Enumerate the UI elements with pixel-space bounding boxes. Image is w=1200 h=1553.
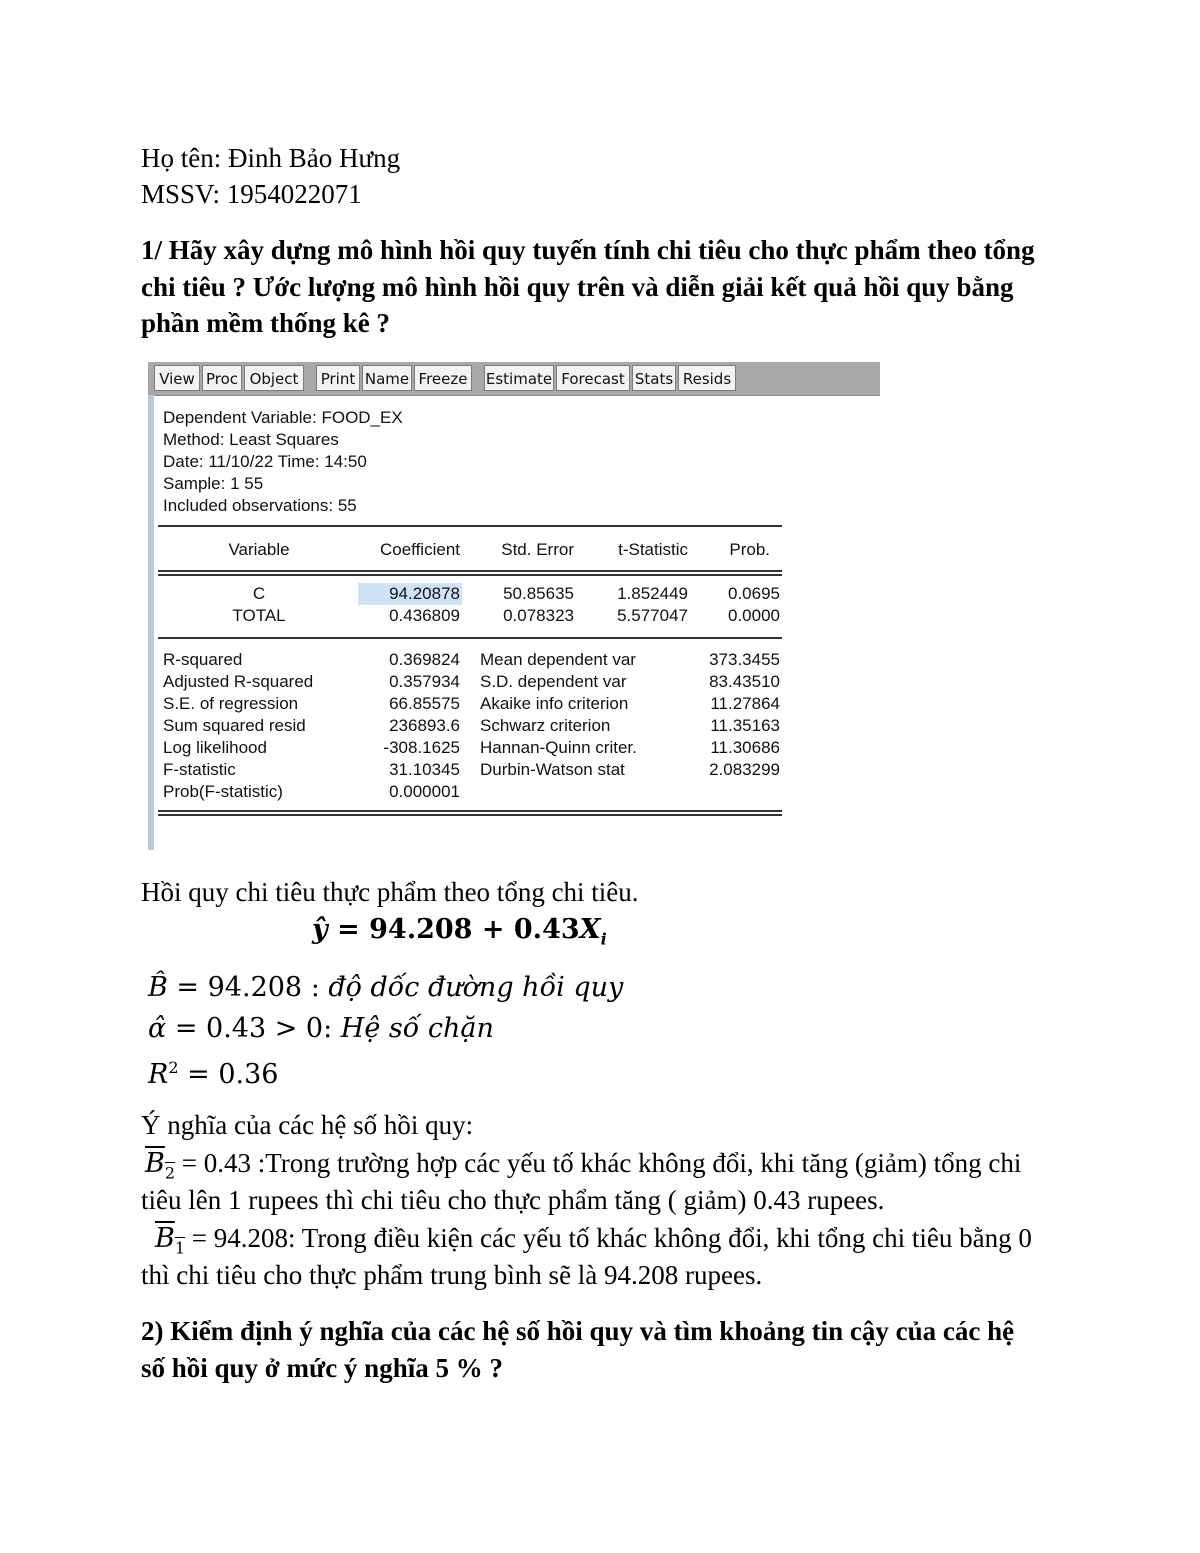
row-total-t-statistic: 5.577047 bbox=[617, 606, 688, 625]
window-left-border bbox=[148, 395, 154, 850]
stat-label: F-statistic bbox=[163, 760, 236, 779]
print-button[interactable]: Print bbox=[316, 365, 360, 391]
stat-value: 66.85575 bbox=[389, 694, 460, 713]
row-c-prob: 0.0695 bbox=[728, 584, 780, 603]
row-c-std-error: 50.85635 bbox=[503, 584, 574, 603]
stat-value: 373.3455 bbox=[709, 650, 780, 669]
proc-button[interactable]: Proc bbox=[202, 365, 242, 391]
forecast-button[interactable]: Forecast bbox=[556, 365, 630, 391]
question1-line2: chi tiêu ? Ước lượng mô hình hồi quy trên và diễn giải kết quả hồi quy bằng bbox=[141, 272, 1014, 302]
meaning-title: Ý nghĩa của các hệ số hồi quy: bbox=[141, 1110, 474, 1140]
col-header-coefficient: Coefficient bbox=[379, 540, 460, 559]
stat-value: 0.369824 bbox=[389, 650, 460, 669]
equation-rhs: = 94.208 + 0.43 bbox=[327, 914, 580, 945]
stat-value: 2.083299 bbox=[709, 760, 780, 779]
col-header-t-statistic: t-Statistic bbox=[618, 540, 688, 559]
stat-value: 0.357934 bbox=[389, 672, 460, 691]
question2-line2: số hồi quy ở mức ý nghĩa 5 % ? bbox=[141, 1353, 503, 1383]
col-header-prob: Prob. bbox=[729, 540, 770, 559]
r-squared-value: = 0.36 bbox=[178, 1059, 279, 1090]
view-button[interactable]: View bbox=[154, 365, 200, 391]
name-button[interactable]: Name bbox=[362, 365, 412, 391]
row-c-variable: C bbox=[252, 584, 266, 603]
b1-symbol: $\overline{B}$ bbox=[155, 1223, 175, 1254]
method: Method: Least Squares bbox=[163, 430, 339, 449]
divider bbox=[158, 525, 782, 527]
divider bbox=[158, 570, 782, 572]
b2-meaning-cont: tiêu lên 1 rupees thì chi tiêu cho thực phẩm tăng ( giảm) 0.43 rupees. bbox=[141, 1185, 885, 1215]
stat-label: Mean dependent var bbox=[480, 650, 636, 669]
alpha-hat-symbol: α̂ bbox=[148, 1013, 167, 1044]
stat-value: 83.43510 bbox=[709, 672, 780, 691]
row-c-t-statistic: 1.852449 bbox=[617, 584, 688, 603]
r-squared-line bbox=[148, 1050, 278, 1093]
divider bbox=[158, 637, 782, 639]
stat-label: S.E. of regression bbox=[163, 694, 299, 713]
col-header-variable: Variable bbox=[228, 540, 290, 559]
stat-value: 31.10345 bbox=[389, 760, 460, 779]
divider bbox=[158, 574, 782, 576]
b-value: = 94.208 : bbox=[167, 972, 329, 1003]
alpha-description: Hệ số chặn bbox=[340, 1013, 494, 1044]
sample: Sample: 1 55 bbox=[163, 474, 264, 493]
b2-text: = 0.43 :Trong trường hợp các yếu tố khác không đổi, khi tăng (giảm) tổng chi bbox=[175, 1148, 1022, 1178]
row-total-std-error: 0.078323 bbox=[503, 606, 574, 625]
b-hat-symbol: B̂ bbox=[148, 972, 168, 1003]
row-total-prob: 0.0000 bbox=[728, 606, 780, 625]
stat-value: -308.1625 bbox=[383, 738, 460, 757]
b2-subscript: 2 bbox=[164, 1163, 176, 1183]
object-button[interactable]: Object bbox=[244, 365, 304, 391]
stat-label: Schwarz criterion bbox=[480, 716, 611, 735]
eviews-toolbar bbox=[148, 362, 880, 396]
y-hat-symbol: ŷ bbox=[312, 914, 328, 945]
regression-equation bbox=[312, 912, 607, 957]
stat-value: 0.000001 bbox=[389, 782, 460, 801]
r-symbol: R bbox=[148, 1059, 169, 1090]
row-total-variable: TOTAL bbox=[232, 606, 286, 625]
stat-value: 11.35163 bbox=[710, 716, 780, 735]
estimate-button[interactable]: Estimate bbox=[484, 365, 554, 391]
b1-meaning-cont: thì chi tiêu cho thực phẩm trung bình sẽ là 94.208 rupees. bbox=[141, 1260, 763, 1290]
dependent-variable: Dependent Variable: FOOD_EX bbox=[163, 408, 403, 427]
divider bbox=[158, 810, 782, 812]
stat-value: 11.30686 bbox=[710, 738, 780, 757]
slope-line bbox=[148, 970, 623, 1006]
stat-label: S.D. dependent var bbox=[480, 672, 627, 691]
b1-subscript: 1 bbox=[174, 1238, 186, 1258]
question1-line3: phần mềm thống kê ? bbox=[141, 308, 391, 338]
col-header-std-error: Std. Error bbox=[501, 540, 574, 559]
stat-label: R-squared bbox=[163, 650, 243, 669]
stat-label: Hannan-Quinn criter. bbox=[480, 738, 637, 757]
stat-label: Prob(F-statistic) bbox=[163, 782, 283, 801]
intercept-line bbox=[148, 1011, 494, 1047]
divider bbox=[158, 814, 782, 816]
question2-line1: 2) Kiểm định ý nghĩa của các hệ số hồi quy và tìm khoảng tin cậy của các hệ bbox=[141, 1316, 1015, 1346]
date-time: Date: 11/10/22 Time: 14:50 bbox=[163, 452, 367, 471]
equation-subscript: i bbox=[600, 929, 607, 949]
stat-label: Log likelihood bbox=[163, 738, 267, 757]
row-total-coefficient: 0.436809 bbox=[389, 606, 460, 625]
stat-value: 236893.6 bbox=[389, 716, 460, 735]
stat-value: 11.27864 bbox=[710, 694, 780, 713]
alpha-value: = 0.43 > 0: bbox=[166, 1013, 341, 1044]
b1-text: = 94.208: Trong điều kiện các yếu tố khác không đổi, khi tổng chi tiêu bằng 0 bbox=[185, 1223, 1032, 1253]
b-description: độ dốc đường hồi quy bbox=[328, 972, 624, 1003]
question1-line1: 1/ Hãy xây dựng mô hình hồi quy tuyến tính chi tiêu cho thực phẩm theo tổng bbox=[141, 235, 1035, 265]
stat-label: Adjusted R-squared bbox=[163, 672, 314, 691]
freeze-button[interactable]: Freeze bbox=[414, 365, 472, 391]
stat-label: Akaike info criterion bbox=[480, 694, 629, 713]
row-c-coefficient[interactable]: 94.20878 bbox=[389, 584, 460, 603]
equation-variable: X bbox=[579, 914, 601, 945]
student-name: Họ tên: Đinh Bảo Hưng bbox=[141, 143, 401, 173]
student-id: MSSV: 1954022071 bbox=[141, 179, 362, 209]
stats-button[interactable]: Stats bbox=[632, 365, 676, 391]
stat-label: Durbin-Watson stat bbox=[480, 760, 625, 779]
eviews-output bbox=[148, 362, 880, 850]
r-superscript: 2 bbox=[168, 1058, 179, 1077]
regression-intro: Hồi quy chi tiêu thực phẩm theo tổng chi tiêu. bbox=[141, 877, 639, 907]
resids-button[interactable]: Resids bbox=[678, 365, 736, 391]
stat-label: Sum squared resid bbox=[163, 716, 306, 735]
b2-symbol: $\overline{B}$ bbox=[145, 1148, 165, 1179]
included-observations: Included observations: 55 bbox=[163, 496, 357, 515]
